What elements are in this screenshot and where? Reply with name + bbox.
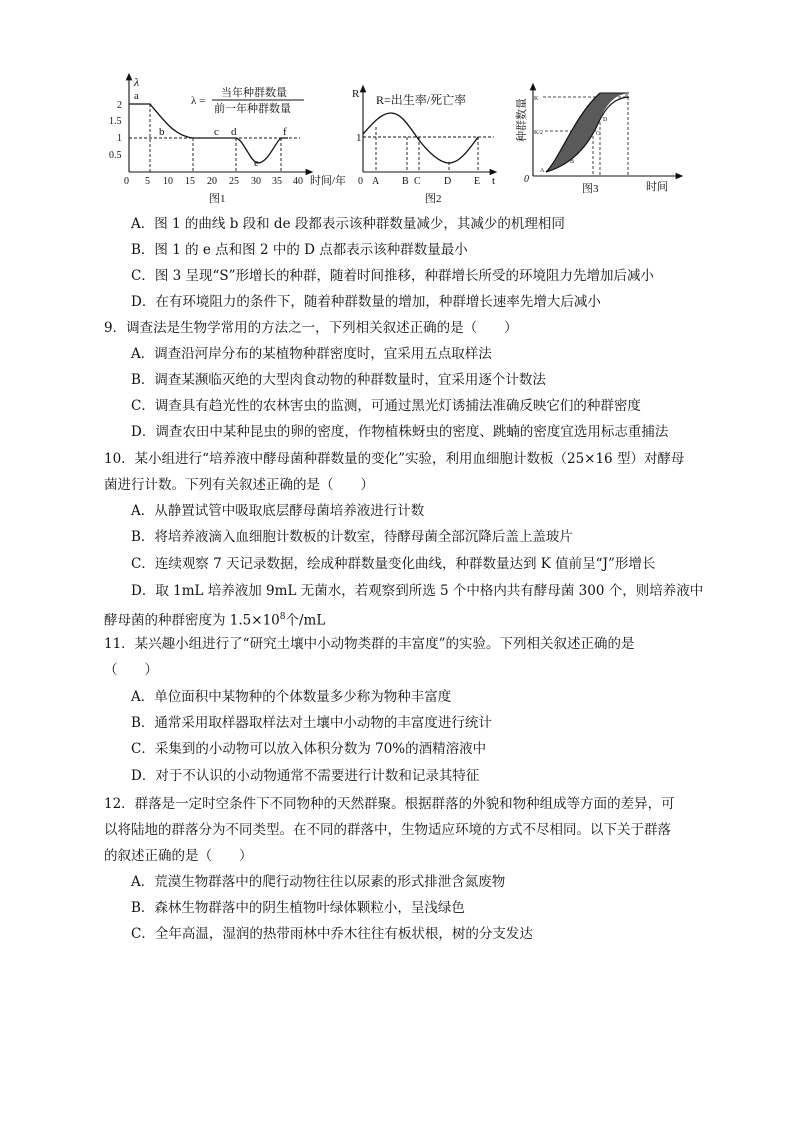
figure-3 (514, 86, 680, 195)
q12-stem-line-1: 12．群落是一定时空条件下不同物种的天然群聚。根据群落的外貌和物种组成等方面的差异，可 (104, 796, 675, 812)
fig1-xtick-40: 40 (293, 176, 303, 187)
q9-option-a: A．调查沿河岸分布的某植物种群密度时，宜采用五点取样法 (131, 346, 492, 362)
figures-row (0, 0, 794, 215)
fig1-label-b: b (159, 126, 165, 138)
q9-option-b: B．调查某濒临灭绝的大型肉食动物的种群数量时，宜采用逐个计数法 (131, 372, 546, 388)
fig3-y-label: 种群数量 (516, 98, 528, 142)
fig3-caption: 图3 (582, 183, 599, 195)
q11-stem-line-2: （ ） (104, 662, 158, 678)
fig3-label-B: B (570, 159, 575, 165)
q8-option-c: C．图 3 呈现“S”形增长的种群，随着时间推移，种群增长所受的环境阻力先增加后减小 (131, 268, 655, 284)
fig3-x-label: 时间 (646, 181, 668, 193)
fig2-ytick-1: 1 (356, 132, 362, 144)
fig1-ytick-1: 1 (117, 133, 122, 144)
q12-option-c: C．全年高温，湿润的热带雨林中乔木往往有板状根，树的分支发达 (131, 926, 533, 942)
q10-option-d-density-prefix: 酵母菌的种群密度为 1.5×10 (104, 612, 280, 629)
q9-option-c: C．调查具有趋光性的农林害虫的监测，可通过黑光灯诱捕法准确反映它们的种群密度 (131, 398, 641, 414)
fig3-label-E: E (625, 94, 629, 100)
q12-option-a: A．荒漠生物群落中的爬行动物往往以尿素的形式排泄含氮废物 (131, 874, 506, 890)
q9-stem: 9．调查法是生物学常用的方法之一，下列相关叙述正确的是（ ） (104, 320, 518, 336)
figure-1 (109, 75, 346, 205)
fig1-xtick-30: 30 (251, 176, 261, 187)
q10-option-b: B．将培养液滴入血细胞计数板的计数室，待酵母菌全部沉降后盖上盖玻片 (131, 529, 573, 545)
q11-option-d: D．对于不认识的小动物通常不需要进行计数和记录其特征 (131, 768, 480, 784)
fig3-ytick-K: K (534, 96, 539, 102)
fig2-formula: R=出生率/死亡率 (376, 93, 467, 107)
fig3-shaded-region (546, 93, 629, 172)
q11-option-a: A．单位面积中某物种的个体数量多少称为物种丰富度 (131, 689, 452, 705)
fig2-xtick-A: A (372, 176, 380, 187)
fig3-label-D: D (603, 117, 608, 123)
fig1-xtick-5: 5 (145, 176, 150, 187)
q10-stem-line-2: 菌进行计数。下列有关叙述正确的是（ ） (104, 477, 374, 493)
fig1-xtick-15: 15 (185, 176, 195, 187)
q10-option-d-line-1: D．取 1mL 培养液加 9mL 无菌水，若观察到所选 5 个中格内共有酵母菌 300 个，则培养液中 (131, 583, 704, 599)
fig2-xtick-B: B (402, 176, 409, 187)
q8-option-d: D．在有环境阻力的条件下，随着种群数量的增加，种群增长速率先增大后减小 (131, 294, 601, 310)
fig1-ytick-2: 2 (117, 100, 122, 111)
q11-stem-line-1: 11．某兴趣小组进行了“研究土壤中小动物类群的丰富度”的实验。下列相关叙述正确的是 (104, 636, 635, 652)
q11-option-c: C．采集到的小动物可以放入体积分数为 70%的酒精溶液中 (131, 741, 487, 757)
fig1-label-d: d (231, 126, 237, 138)
fig2-xtick-D: D (444, 176, 452, 187)
fig1-label-e: e (254, 157, 259, 169)
fig3-ytick-K2: K/2 (534, 130, 543, 136)
q10-option-d-exponent: 8 (279, 612, 286, 622)
fig1-xtick-20: 20 (207, 176, 217, 187)
fig2-caption: 图2 (425, 193, 442, 205)
fig1-caption: 图1 (209, 193, 226, 205)
q12-stem-line-3: 的叙述正确的是（ ） (104, 848, 253, 864)
fig1-xtick-35: 35 (272, 176, 282, 187)
fig1-ytick-1.5: 1.5 (109, 116, 122, 127)
q10-stem-line-1: 10．某小组进行“培养液中酵母菌种群数量的变化”实验，利用血细胞计数板（25×16 型）对酵母 (104, 451, 685, 467)
fig3-label-C: C (596, 131, 601, 137)
q10-option-a: A．从静置试管中吸取底层酵母菌培养液进行计数 (131, 503, 425, 519)
fig1-label-f: f (283, 126, 287, 138)
fig2-y-label: R (352, 88, 360, 100)
fig1-xtick-10: 10 (163, 176, 173, 187)
fig2-x-label: t (492, 175, 496, 187)
fig2-xtick-E: E (474, 176, 481, 187)
q10-option-d-unit: 个/mL (285, 612, 326, 629)
q12-stem-line-2: 以将陆地的群落分为不同类型。在不同的群落中，生物适应环境的方式不尽相同。以下关于群落 (104, 822, 671, 838)
fig1-formula-prefix: λ = (191, 95, 206, 107)
q10-option-c: C．连续观察 7 天记录数据，绘成种群数量变化曲线，种群数量达到 K 值前呈“J”形增长 (131, 556, 656, 572)
fig1-formula-denominator: 前一年种群数量 (214, 103, 291, 115)
fig1-x-label: 时间/年 (310, 175, 347, 187)
q8-option-b: B．图 1 的 e 点和图 2 中的 D 点都表示该种群数量最小 (131, 242, 468, 258)
q12-option-b: B．森林生物群落中的阴生植物叶绿体颗粒小，呈浅绿色 (131, 900, 465, 916)
fig2-xtick-0: 0 (358, 176, 363, 187)
fig1-ytick-0.5: 0.5 (109, 150, 122, 161)
fig1-xtick-25: 25 (229, 176, 239, 187)
figure-2 (352, 88, 495, 205)
fig1-label-a: a (134, 90, 139, 102)
fig2-xtick-C: C (414, 176, 421, 187)
q10-option-d-line-2 (104, 608, 325, 630)
q9-option-d: D．调查农田中某种昆虫的卵的密度，作物植株蚜虫的密度、跳蝻的密度宜选用标志重捕法 (131, 424, 669, 440)
q11-option-b: B．通常采用取样器取样法对土壤中小动物的丰富度进行统计 (131, 715, 492, 731)
fig1-ytick-0: 0 (124, 176, 129, 187)
fig1-label-c: c (214, 126, 219, 138)
fig1-formula-numerator: 当年种群数量 (221, 87, 287, 99)
fig3-origin: 0 (524, 174, 529, 185)
fig2-R-curve (363, 113, 478, 163)
q8-option-a: A．图 1 的曲线 b 段和 de 段都表示该种群数量减少，其减少的机理相同 (131, 216, 565, 232)
fig3-label-A: A (540, 168, 545, 174)
fig1-y-label: λ (134, 75, 140, 89)
